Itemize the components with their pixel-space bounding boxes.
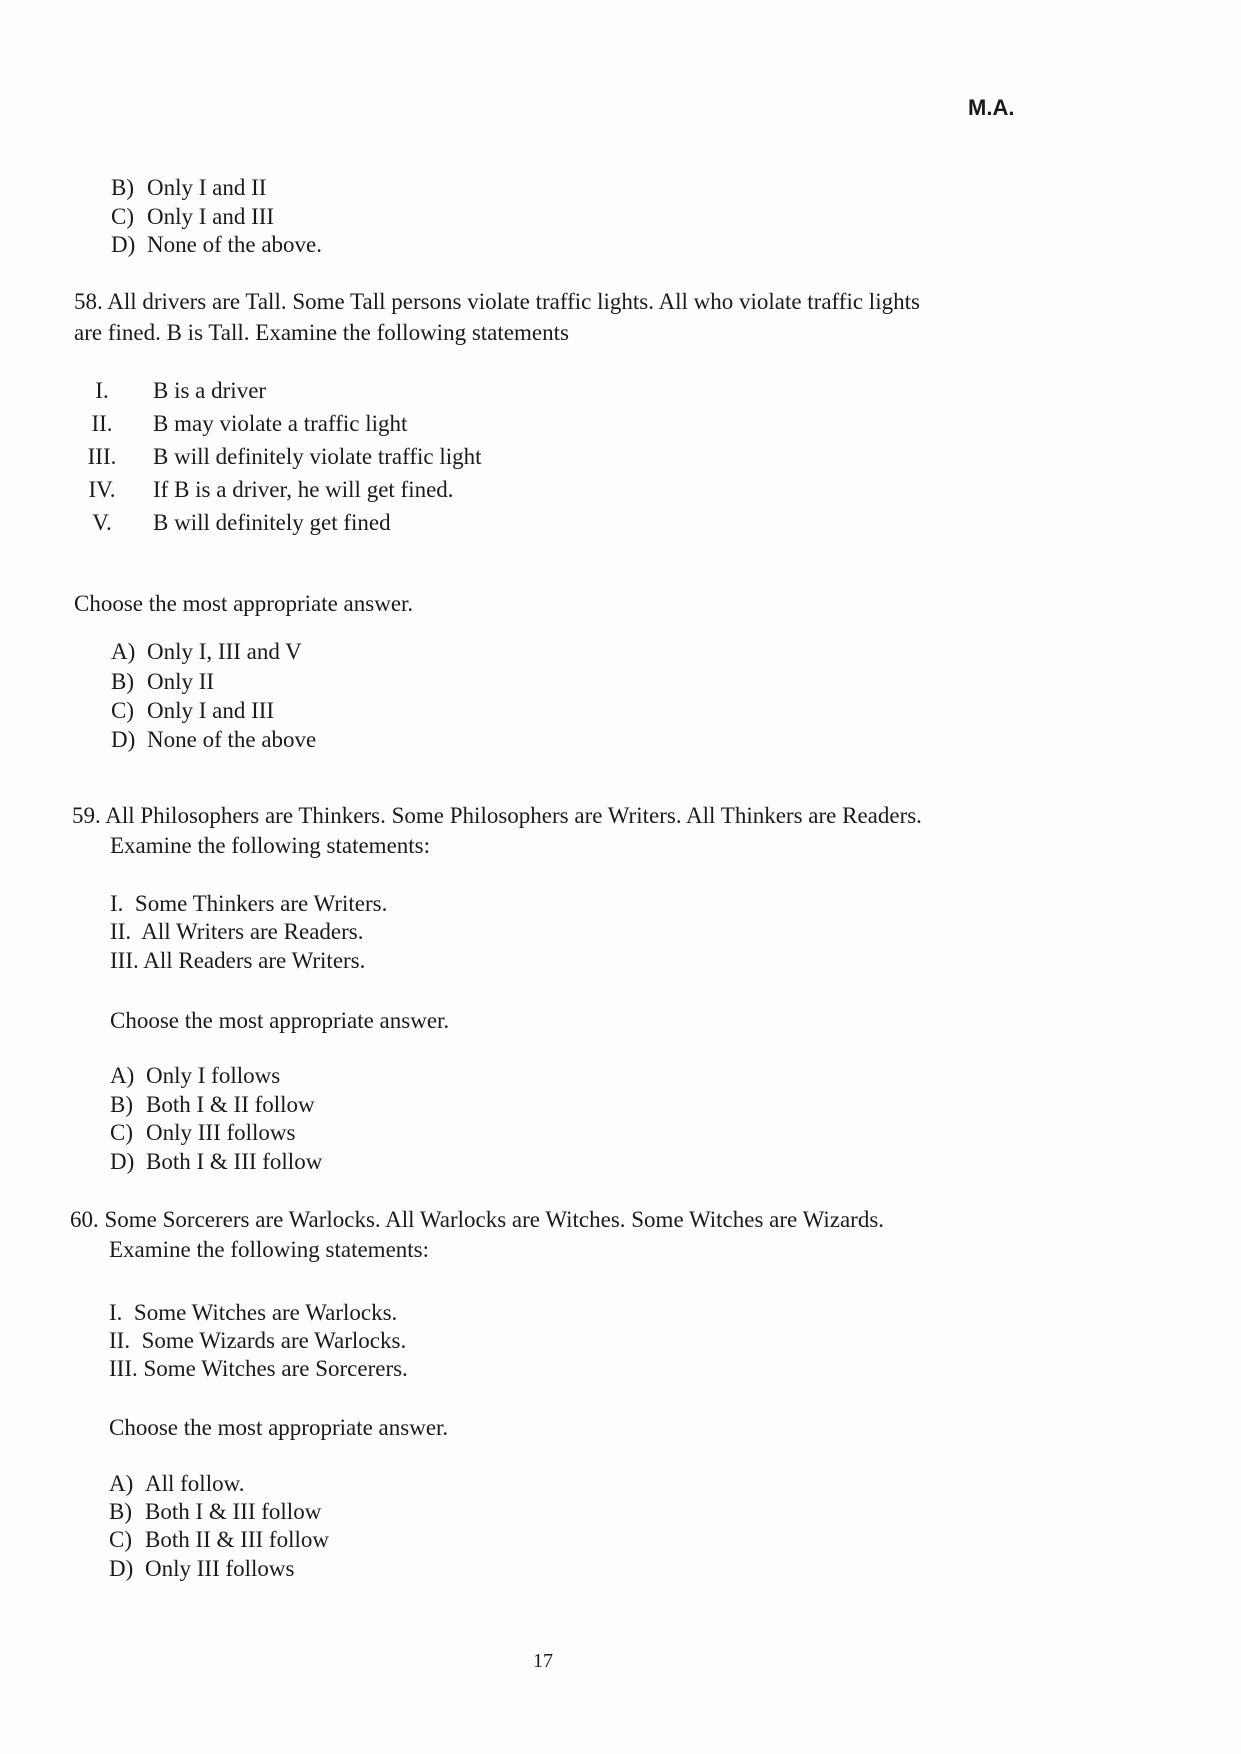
q58-option-a: A) Only I, III and V [111, 639, 302, 664]
q58-prompt: Choose the most appropriate answer. [74, 591, 414, 616]
page-header-mark: M.A. [968, 95, 1015, 120]
q59-prompt: Choose the most appropriate answer. [110, 1008, 450, 1033]
q59-option-d: D) Both I & III follow [110, 1149, 323, 1174]
question-59-line-2: Examine the following statements: [110, 833, 431, 858]
question-58-line-2: are fined. B is Tall. Examine the following statements [74, 320, 569, 345]
q59-option-b: B) Both I & II follow [110, 1092, 315, 1117]
q59-statement: III. All Readers are Writers. [110, 948, 366, 973]
question-59-line-1: 59. All Philosophers are Thinkers. Some Philosophers are Writers. All Thinkers are Readers. [72, 803, 922, 828]
q60-statement: I. Some Witches are Warlocks. [109, 1300, 398, 1325]
question-60-line-2: Examine the following statements: [109, 1237, 430, 1262]
q58-option-c: C) Only I and III [111, 698, 275, 723]
q60-option-b: B) Both I & III follow [109, 1499, 322, 1524]
prev-option-c: C) Only I and III [111, 204, 275, 229]
q58-statement: III. B will definitely violate traffic light [87, 444, 482, 469]
q59-statement: I. Some Thinkers are Writers. [110, 891, 388, 916]
q60-statement: II. Some Wizards are Warlocks. [109, 1328, 407, 1353]
q59-option-a: A) Only I follows [110, 1063, 281, 1088]
prev-option-b: B) Only I and II [111, 175, 267, 200]
q60-prompt: Choose the most appropriate answer. [109, 1415, 449, 1440]
q60-option-c: C) Both II & III follow [109, 1527, 329, 1552]
q60-option-a: A) All follow. [109, 1471, 245, 1496]
page-number: 17 [533, 1650, 553, 1672]
q58-statement: V. B will definitely get fined [92, 510, 391, 535]
question-58-line-1: 58. All drivers are Tall. Some Tall persons violate traffic lights. All who violate traffic lights [74, 289, 920, 314]
prev-option-d: D) None of the above. [111, 232, 322, 257]
q58-option-b: B) Only II [111, 669, 215, 694]
q60-option-d: D) Only III follows [109, 1556, 295, 1581]
q58-statement: I. B is a driver [95, 378, 267, 403]
q60-statement: III. Some Witches are Sorcerers. [109, 1356, 408, 1381]
q58-statement: IV. If B is a driver, he will get fined. [88, 477, 454, 502]
q58-statement: II. B may violate a traffic light [91, 411, 408, 436]
question-60-line-1: 60. Some Sorcerers are Warlocks. All Warlocks are Witches. Some Witches are Wizards. [70, 1207, 885, 1232]
q59-option-c: C) Only III follows [110, 1120, 296, 1145]
q59-statement: II. All Writers are Readers. [110, 919, 364, 944]
q58-option-d: D) None of the above [111, 727, 317, 752]
